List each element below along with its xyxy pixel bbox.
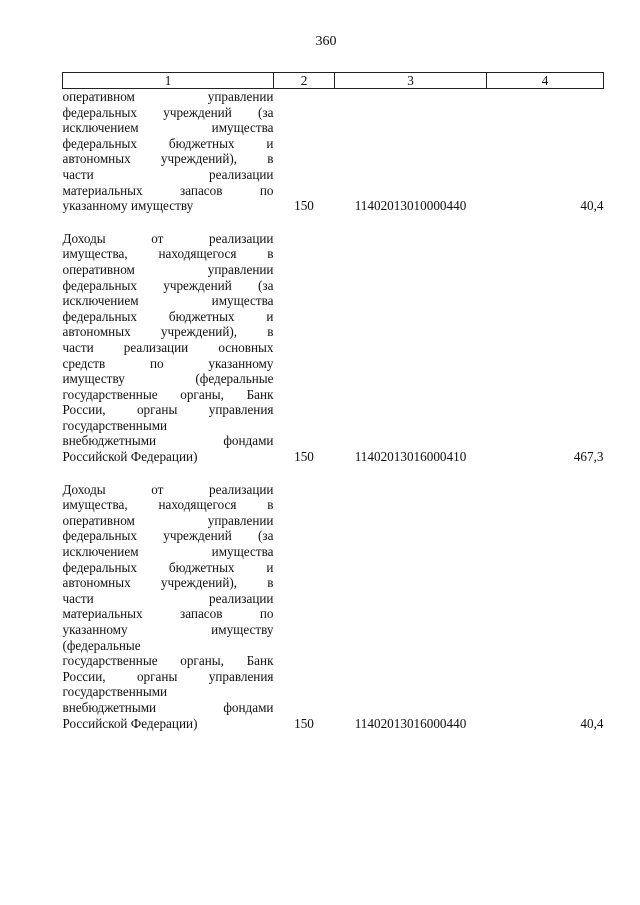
description-line: имуществу (федеральные	[62, 371, 274, 387]
description-line: части реализации основных	[62, 339, 274, 355]
description-line: государственные органы, Банк	[62, 653, 274, 669]
description-line: внебюджетными фондами	[62, 433, 274, 449]
description-line: оперативном управлении	[62, 89, 274, 104]
column-header-2: 2	[274, 73, 335, 89]
description-line: федеральных учреждений (за	[62, 277, 274, 293]
budget-code-cell: 11402013010000440	[354, 198, 467, 214]
row-spacer-cell	[63, 465, 604, 482]
description-text	[63, 89, 274, 214]
row-spacer	[63, 465, 604, 482]
description-text	[63, 231, 274, 465]
column-header-4: 4	[487, 73, 604, 89]
description-line: федеральных учреждений (за	[62, 528, 274, 544]
description-text	[63, 482, 274, 732]
description-line: автономных учреждений), в	[62, 151, 274, 167]
description-line: средств по указанному	[62, 355, 274, 371]
description-line: имущества, находящегося в	[62, 497, 274, 513]
amount-cell: 467,3	[573, 449, 604, 465]
row-spacer-cell	[63, 214, 604, 231]
description-line: части реализации	[62, 590, 274, 606]
table-body	[63, 89, 604, 732]
description-line: материальных запасов по	[62, 182, 274, 198]
description-line: Российской Федерации)	[62, 449, 198, 465]
table-row	[63, 482, 604, 732]
budget-code-cell: 11402013016000410	[354, 449, 467, 465]
description-line: части реализации	[62, 166, 274, 182]
admin-code-cell: 150	[294, 449, 314, 465]
description-line: исключением имущества	[62, 120, 274, 136]
table-header-row	[63, 73, 604, 89]
description-line: указанному имуществу	[62, 198, 194, 214]
description-line: государственные органы, Банк	[62, 386, 274, 402]
description-line: федеральных учреждений (за	[62, 104, 274, 120]
revenue-table	[62, 72, 604, 731]
description-line: исключением имущества	[62, 293, 274, 309]
row-spacer	[63, 214, 604, 231]
description-line: России, органы управления	[62, 668, 274, 684]
description-line: федеральных бюджетных и	[62, 308, 274, 324]
description-cell	[63, 89, 274, 214]
description-line: федеральных бюджетных и	[62, 559, 274, 575]
admin-code-cell: 150	[294, 715, 314, 731]
description-cell	[63, 482, 274, 732]
table-row	[63, 231, 604, 465]
description-line: Доходы от реализации	[62, 481, 274, 497]
description-line: Российской Федерации)	[62, 715, 198, 731]
description-line: России, органы управления	[62, 402, 274, 418]
description-line: указанному имуществу	[62, 622, 274, 637]
budget-code-cell: 11402013016000440	[354, 715, 467, 731]
description-line: автономных учреждений), в	[62, 324, 274, 340]
description-line: Доходы от реализации	[62, 230, 274, 246]
description-line: внебюджетными фондами	[62, 699, 274, 715]
description-line: государственными	[62, 417, 168, 433]
description-line: государственными	[62, 684, 168, 700]
table-row	[63, 89, 604, 214]
description-line: оперативном управлении	[62, 512, 274, 528]
amount-cell: 40,4	[580, 198, 604, 214]
column-header-1: 1	[63, 73, 274, 89]
page-number: 360	[315, 34, 337, 49]
description-line: исключением имущества	[62, 544, 274, 560]
description-line: (федеральные	[62, 637, 141, 653]
amount-cell: 40,4	[580, 715, 604, 731]
description-line: оперативном управлении	[62, 261, 274, 277]
description-line: автономных учреждений), в	[62, 575, 274, 591]
admin-code-cell: 150	[294, 198, 314, 214]
description-cell	[63, 231, 274, 465]
description-line: имущества, находящегося в	[62, 246, 274, 262]
description-line: федеральных бюджетных и	[62, 135, 274, 151]
description-line: материальных запасов по	[62, 606, 274, 622]
column-header-3: 3	[335, 73, 487, 89]
